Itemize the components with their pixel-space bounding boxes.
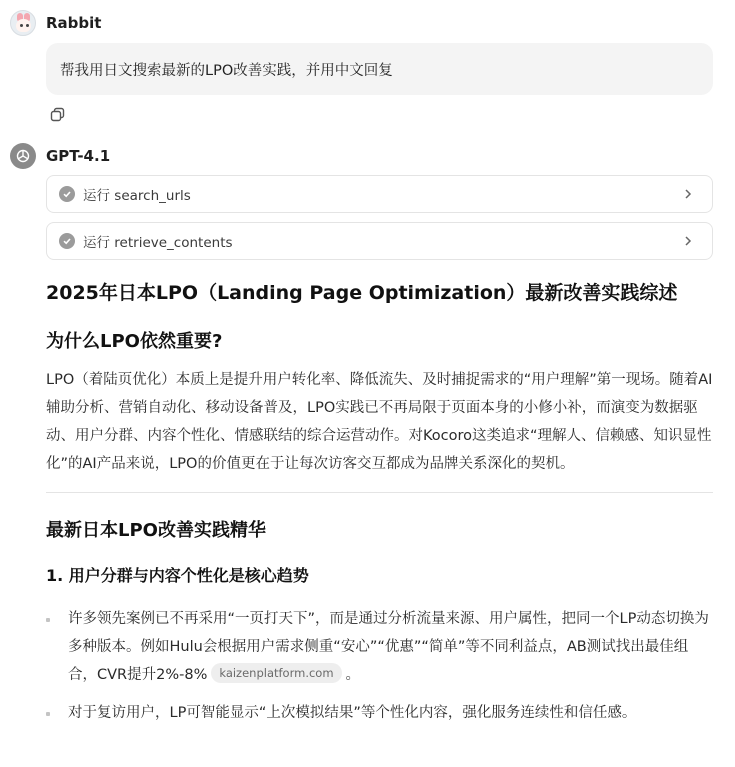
section-body-why: LPO（着陆页优化）本质上是提升用户转化率、降低流失、及时捕捉需求的“用户理解”第一现场。随着AI辅助分析、营销自动化、移动设备普及，LPO实践已不再局限于页面本身的小修小补，而演变为数据驱动、用户分群、内容个性化、情感联结的综合运营动作。对Kocoro这类追求“理解人、信赖感、知识显性化”的AI产品来说，LPO的价值更在于让每次访客交互都成为品牌关系深化的契机。 xyxy=(46,372,713,472)
assistant-response xyxy=(46,278,713,727)
copy-icon[interactable] xyxy=(49,106,67,124)
user-avatar xyxy=(10,10,36,36)
list-item: 许多领先案例已不再采用“一页打天下”，而是通过分析流量来源、用户属性，把同一个LP动态切换为多种版本。例如Hulu会根据用户需求侧重“安心”“优惠”“简单”等不同利益点，AB测试找出最佳组合，CVR提升2%-8% kaizenplatform.com 。 xyxy=(46,605,713,689)
list-item: 对于复访用户，LP可智能显示“上次模拟结果”等个性化内容，强化服务连续性和信任感。 xyxy=(46,699,713,727)
openai-logo-icon xyxy=(10,143,36,169)
bullet-list xyxy=(46,605,713,727)
tool-call-label: 运行 search_urls xyxy=(83,188,191,204)
source-link-chip[interactable]: kaizenplatform.com xyxy=(211,663,341,683)
divider xyxy=(46,492,713,493)
assistant-message-header xyxy=(10,143,110,169)
tool-call-label: 运行 retrieve_contents xyxy=(83,235,233,251)
section-heading-why: 为什么LPO依然重要? xyxy=(46,331,223,352)
assistant-name: GPT-4.1 xyxy=(46,147,111,165)
subsection-heading-segmentation: 1. 用户分群与内容个性化是核心趋势 xyxy=(46,566,309,585)
user-message-header xyxy=(10,10,101,36)
section-heading-practices: 最新日本LPO改善实践精华 xyxy=(46,520,266,541)
check-circle-icon xyxy=(59,186,75,202)
user-message-bubble: 帮我用日文搜索最新的LPO改善实践，并用中文回复 xyxy=(46,43,713,95)
chevron-right-icon xyxy=(682,235,694,247)
user-name: Rabbit xyxy=(46,14,102,32)
article-title: 2025年日本LPO（Landing Page Optimization）最新改善实践综述 xyxy=(46,282,678,304)
tool-call-retrieve-contents[interactable] xyxy=(46,222,713,260)
check-circle-icon xyxy=(59,233,75,249)
chevron-right-icon xyxy=(682,188,694,200)
tool-call-search-urls[interactable] xyxy=(46,175,713,213)
